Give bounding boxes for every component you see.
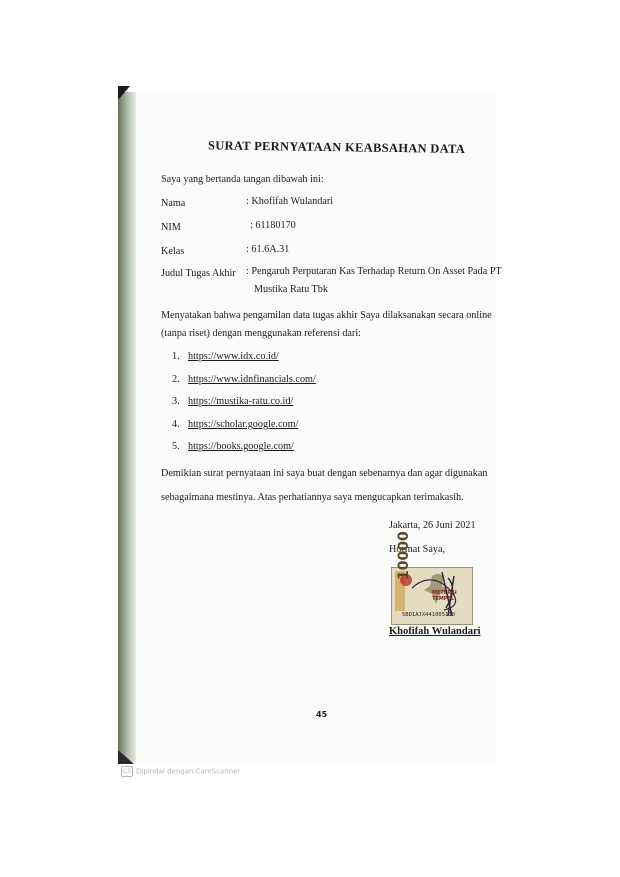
- scan-edge-shadow: [118, 92, 136, 762]
- reference-number: 4.: [172, 419, 180, 430]
- reference-link: https://scholar.google.com/: [188, 419, 299, 430]
- document-title: SURAT PERNYATAAN KEABSAHAN DATA: [207, 138, 466, 156]
- reference-number: 2.: [172, 374, 180, 385]
- closing-line-1: Demikian surat pernyataan ini saya buat dengan sebenarnya dan agar digunakan: [161, 468, 488, 479]
- field-label-judul: Judul Tugas Akhir: [161, 268, 236, 279]
- scan-corner-bottom: [118, 750, 134, 764]
- stamp-label: METERAI TEMPEL: [432, 590, 457, 602]
- camscanner-logo-icon: CS: [123, 768, 131, 775]
- field-label-kelas: Kelas: [161, 246, 185, 257]
- scan-corner-top: [118, 86, 130, 100]
- page-number: 45: [316, 710, 328, 719]
- greeting: Hormat Saya,: [389, 544, 446, 555]
- field-value-judul: : Pengaruh Perputaran Kas Terhadap Return On Asset Pada PT: [246, 266, 502, 277]
- statement-line-1: Menyatakan bahwa pengamilan data tugas akhir Saya dilaksanakan secara online: [161, 310, 492, 321]
- signer-name: Khofifah Wulandari: [389, 626, 481, 637]
- stamp-amount: 10000: [396, 531, 412, 580]
- field-value-judul-cont: Mustika Ratu Tbk: [254, 284, 328, 295]
- place-date: Jakarta, 26 Juni 2021: [389, 520, 476, 531]
- scanner-footer-text: Dipindai dengan CamScanner: [136, 767, 241, 776]
- reference-link: https://books.google.com/: [188, 441, 294, 452]
- reference-number: 1.: [172, 351, 180, 362]
- closing-line-2: sebagaimana mestinya. Atas perhatiannya saya mengucapkan terimakasih.: [161, 492, 464, 503]
- reference-link: https://www.idx.co.id/: [188, 351, 279, 362]
- field-value-nama: : Khofifah Wulandari: [246, 196, 334, 207]
- field-value-nim: : 61180170: [250, 220, 296, 231]
- reference-link: https://www.idnfinancials.com/: [188, 374, 316, 385]
- intro-text: Saya yang bertanda tangan dibawah ini:: [161, 174, 324, 185]
- field-value-kelas: : 61.6A.31: [246, 244, 290, 255]
- field-label-nama: Nama: [161, 198, 186, 209]
- stamp-serial: 5BD1AJX441005110: [402, 612, 455, 618]
- scanner-footer: [121, 766, 240, 777]
- reference-number: 5.: [172, 441, 180, 452]
- statement-line-2: (tanpa riset) dengan menggunakan referensi dari:: [161, 328, 361, 339]
- field-label-nim: NIM: [161, 222, 181, 233]
- reference-number: 3.: [172, 396, 180, 407]
- reference-link: https://mustika-ratu.co.id/: [188, 396, 294, 407]
